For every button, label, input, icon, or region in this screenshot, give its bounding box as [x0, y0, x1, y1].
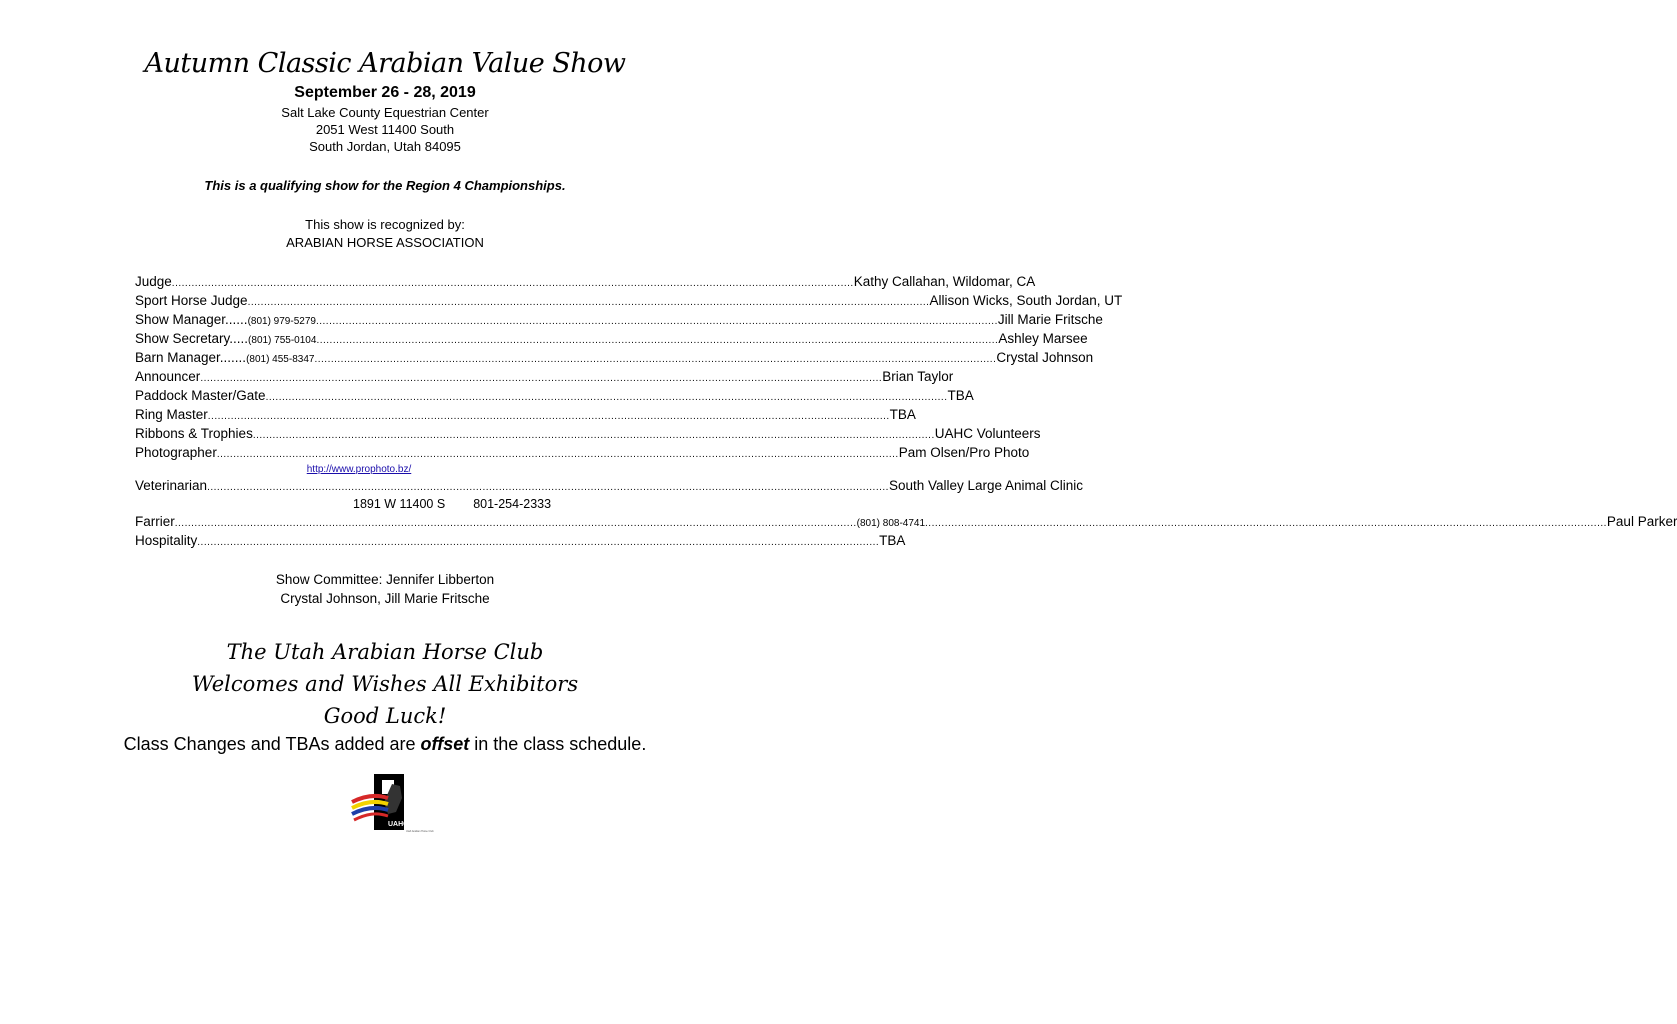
recognition-organization: ARABIAN HORSE ASSOCIATION: [286, 235, 484, 250]
class-changes-text-before: Class Changes and TBAs added are: [123, 734, 421, 754]
staff-name: UAHC Volunteers: [934, 426, 1041, 441]
welcome-greeting: Welcomes and Wishes All Exhibitors: [191, 672, 579, 696]
dot-leader: [253, 430, 935, 441]
class-changes-emphasis: offset: [420, 734, 470, 754]
staff-row: [135, 426, 1041, 445]
uahc-logo: [348, 772, 434, 834]
dot-leader: [207, 482, 889, 493]
dot-leader: [208, 411, 890, 422]
staff-role: Ring Master: [135, 407, 208, 422]
staff-row: [135, 514, 1677, 533]
staff-role: Show Manager......: [135, 312, 248, 327]
class-changes-note: [0, 734, 770, 755]
staff-name: Paul Parker: [1606, 514, 1677, 529]
welcome-club-name: The Utah Arabian Horse Club: [226, 640, 544, 664]
staff-row: [135, 274, 1036, 293]
dot-leader: [316, 335, 998, 346]
veterinarian-phone: 801-254-2333: [473, 497, 552, 511]
dot-leader: [925, 518, 1607, 529]
horse-club-logo-icon: [348, 772, 434, 834]
staff-row: [135, 312, 1103, 331]
staff-role: Announcer: [135, 369, 201, 384]
staff-row: [135, 331, 1088, 350]
logo-letters: UAHC: [388, 821, 409, 828]
recognition-label: This show is recognized by:: [305, 217, 465, 232]
dot-leader: [266, 392, 948, 403]
staff-row: [135, 407, 916, 426]
logo-caption: Utah Arabian Horse Club: [406, 830, 434, 833]
recognition-block: [0, 216, 770, 252]
welcome-good-luck: Good Luck!: [323, 704, 447, 728]
staff-role: Judge: [135, 274, 172, 289]
staff-role: Veterinarian: [135, 478, 208, 493]
staff-role: Hospitality: [135, 533, 198, 548]
veterinarian-contact: [135, 497, 583, 514]
dot-leader: [200, 373, 882, 384]
staff-name: TBA: [947, 388, 974, 403]
qualifying-note: This is a qualifying show for the Region 4 Championships.: [204, 178, 566, 193]
staff-phone: (801) 455-8347: [246, 354, 315, 365]
staff-name: Crystal Johnson: [996, 350, 1094, 365]
venue-address: [0, 104, 770, 155]
show-title: Autumn Classic Arabian Value Show: [144, 48, 626, 79]
photographer-link-row: [135, 464, 583, 478]
welcome-message: [0, 636, 770, 732]
staff-role: Photographer: [135, 445, 217, 460]
committee-line-2: Crystal Johnson, Jill Marie Fritsche: [280, 591, 490, 606]
staff-phone: (801) 979-5279: [247, 316, 316, 327]
class-changes-text-after: in the class schedule.: [469, 734, 647, 754]
staff-phone: (801) 755-0104: [248, 335, 317, 346]
staff-row: [135, 478, 1084, 497]
staff-role: Show Secretary.....: [135, 331, 249, 346]
veterinarian-address: 1891 W 11400 S: [353, 497, 446, 511]
dot-leader: [217, 449, 899, 460]
venue-city: South Jordan, Utah 84095: [309, 139, 461, 154]
staff-name: Kathy Callahan, Wildomar, CA: [853, 274, 1036, 289]
staff-row: [135, 293, 1123, 312]
staff-name: Brian Taylor: [882, 369, 954, 384]
staff-role: Barn Manager.......: [135, 350, 247, 365]
staff-name: Allison Wicks, South Jordan, UT: [929, 293, 1123, 308]
staff-role: Sport Horse Judge: [135, 293, 248, 308]
dot-leader: [172, 278, 854, 289]
dot-leader: [248, 297, 930, 308]
staff-row: [135, 369, 954, 388]
show-dates: September 26 - 28, 2019: [294, 84, 476, 101]
staff-row: [135, 388, 974, 407]
staff-name: Pam Olsen/Pro Photo: [898, 445, 1030, 460]
staff-name: Jill Marie Fritsche: [997, 312, 1103, 327]
photographer-website-link[interactable]: http://www.prophoto.bz/: [306, 464, 412, 475]
staff-name: TBA: [879, 533, 906, 548]
staff-role: Farrier: [135, 514, 175, 529]
staff-row: [135, 445, 1030, 464]
dot-leader: [316, 316, 998, 327]
staff-row: [135, 350, 1094, 369]
venue-name: Salt Lake County Equestrian Center: [281, 105, 489, 120]
staff-name: TBA: [889, 407, 916, 422]
dot-leader: [314, 354, 996, 365]
venue-street: 2051 West 11400 South: [315, 122, 455, 137]
staff-role: Ribbons & Trophies: [135, 426, 253, 441]
staff-list: [135, 274, 1677, 552]
dot-leader: [175, 518, 857, 529]
committee-line-1: Show Committee: Jennifer Libberton: [275, 572, 495, 587]
staff-name: South Valley Large Animal Clinic: [888, 478, 1084, 493]
dot-leader: [197, 537, 879, 548]
staff-phone: (801) 808-4741: [856, 518, 926, 529]
staff-row: [135, 533, 906, 552]
show-committee: [0, 570, 770, 608]
staff-role: Paddock Master/Gate: [135, 388, 266, 403]
staff-name: Ashley Marsee: [998, 331, 1088, 346]
